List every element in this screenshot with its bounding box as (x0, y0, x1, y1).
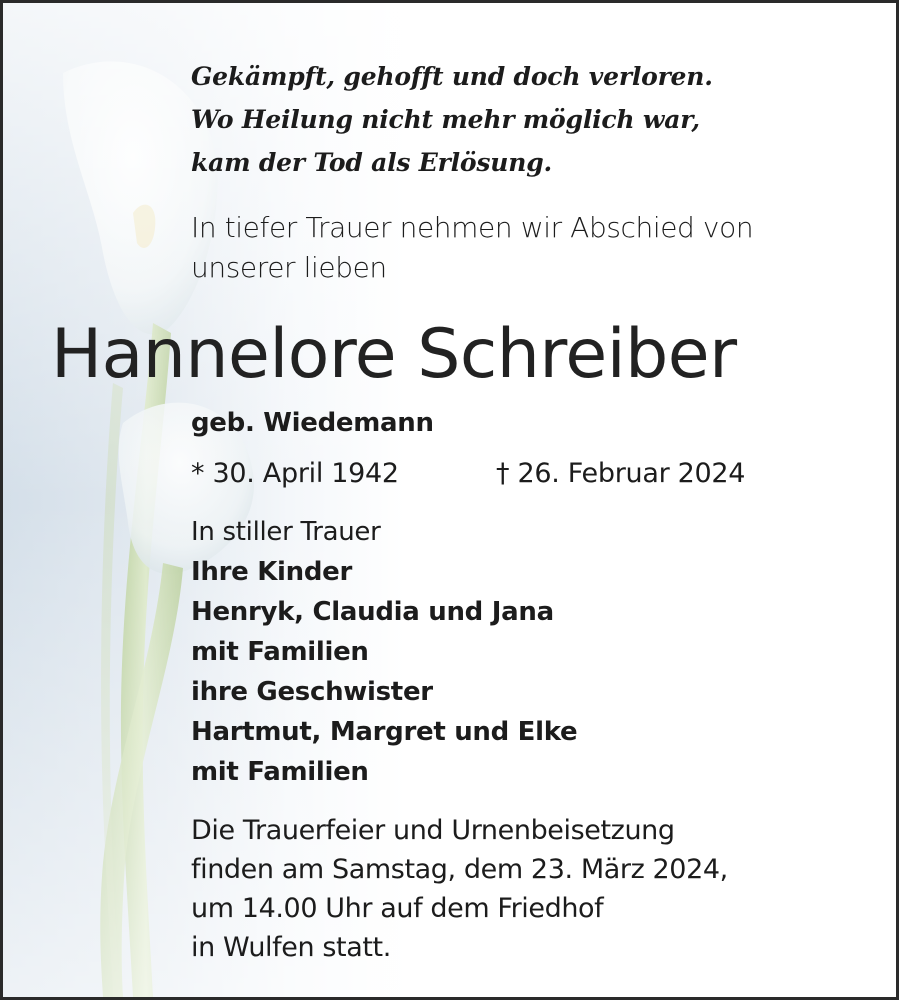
poem-line: Wo Heilung nicht mehr möglich war, (191, 105, 700, 134)
poem-line: kam der Tod als Erlösung. (191, 148, 553, 177)
funeral-line: finden am Samstag, dem 23. März 2024, (191, 854, 728, 885)
intro-text (191, 208, 753, 288)
mourner-line: mit Familien (191, 637, 369, 667)
mourner-line: ihre Geschwister (191, 677, 433, 707)
intro-line: In tiefer Trauer nehmen wir Abschied von (191, 211, 754, 244)
mourners-intro: In stiller Trauer (191, 517, 381, 547)
mourner-line: Ihre Kinder (191, 557, 353, 587)
mourner-line: Hartmut, Margret und Elke (191, 717, 578, 747)
birth-name: geb. Wiedemann (191, 408, 434, 438)
mourner-line: mit Familien (191, 757, 369, 787)
mourner-line: Henryk, Claudia und Jana (191, 597, 554, 627)
mourners-block (191, 512, 577, 792)
poem (191, 55, 713, 184)
funeral-line: in Wulfen statt. (191, 932, 391, 963)
deceased-name: Hannelore Schreiber (51, 315, 737, 394)
funeral-info (191, 811, 728, 967)
death-date: † 26. Februar 2024 (496, 458, 746, 489)
birth-date: * 30. April 1942 (191, 458, 399, 489)
poem-line: Gekämpft, gehofft und doch verloren. (191, 62, 713, 91)
funeral-line: um 14.00 Uhr auf dem Friedhof (191, 893, 604, 924)
intro-line: unserer lieben (191, 251, 387, 284)
funeral-line: Die Trauerfeier und Urnenbeisetzung (191, 815, 675, 846)
